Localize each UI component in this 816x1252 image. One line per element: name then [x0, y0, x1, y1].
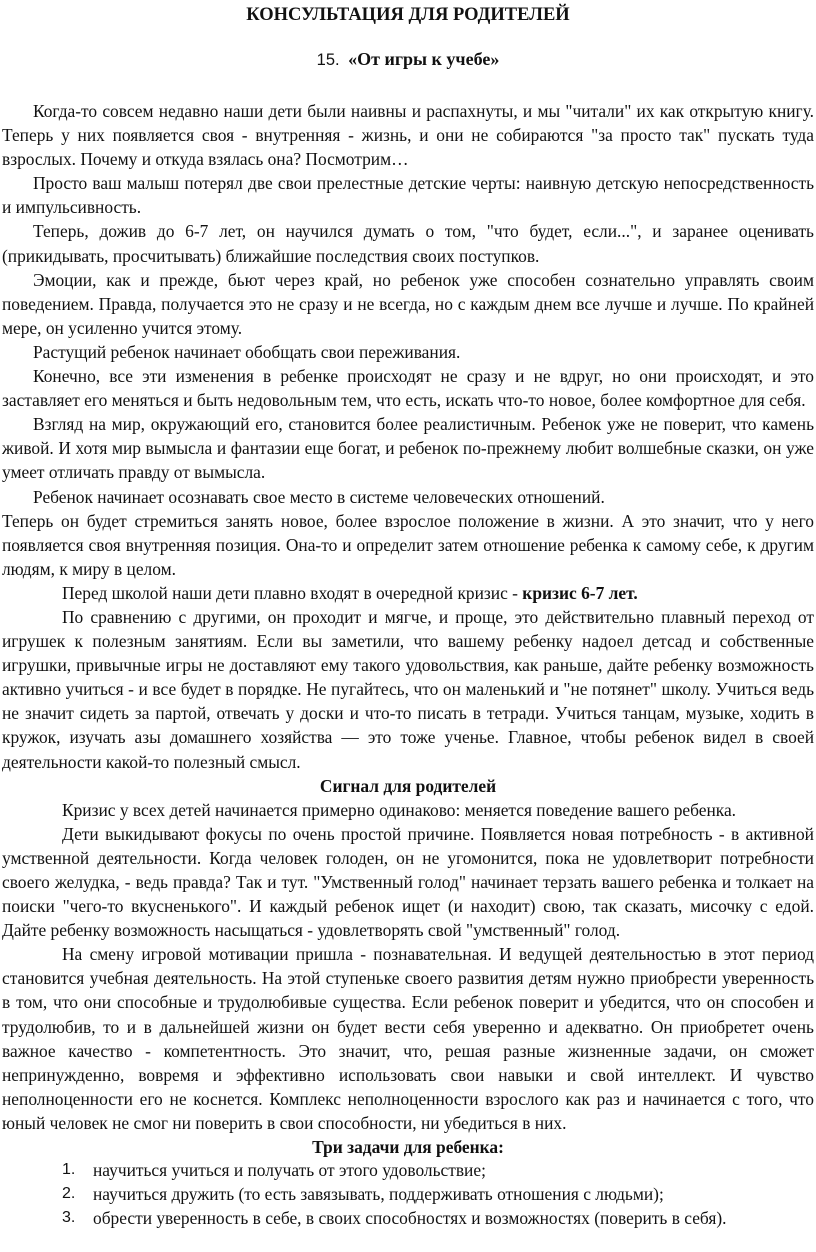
paragraph: Когда-то совсем недавно наши дети были наивны и распахнуты, и мы "читали" их как открытую книгу. Теперь у них появляется своя - внутренняя - жизнь, и они не собираются "за просто так" пускать туда взрослых. Почему и откуда взялась она? Посмотрим…	[2, 101, 814, 170]
list-item	[0, 1182, 816, 1206]
consultation-number: 15.	[316, 51, 340, 69]
list-item-number: 2.	[62, 1185, 76, 1203]
crisis-emphasis: кризис 6-7 лет.	[522, 582, 638, 603]
tasks-heading: Три задачи для ребенка:	[312, 1137, 504, 1158]
list-item-text: научиться дружить (то есть завязывать, поддерживать отношения с людьми);	[93, 1184, 664, 1205]
paragraph: По сравнению с другими, он проходит и мягче, и проще, это действительно плавный переход от игрушек к полезным занятиям. Если вы заметили, что вашему ребенку надоел детсад и собственные игрушки, привычные игры не доставляют ему такого удовольствия, как раньше, дайте ребенку возможность активно учиться - и все будет в порядке. Не пугайтесь, что он маленький и "не потянет" школу. Учиться ведь не значит сидеть за партой, отвечать у доски и что-то писать в тетради. Учиться танцам, музыке, ходить в кружок, изучать азы домашнего хозяйства — это тоже ученье. Главное, чтобы ребенок видел в своей деятельности какой-то полезный смысл.	[2, 606, 814, 772]
list-item	[0, 1206, 816, 1230]
paragraph: Теперь, дожив до 6-7 лет, он научился думать о том, "что будет, если...", и заранее оценивать (прикидывать, просчитывать) ближайшие последствия своих поступков.	[2, 221, 814, 266]
paragraph: Эмоции, как и прежде, бьют через край, но ребенок уже способен сознательно управлять своим поведением. Правда, получается это не сразу и не всегда, но с каждым днем все лучше и лучше. По крайней мере, он усиленно учится этому.	[2, 269, 814, 338]
list-item	[0, 1158, 816, 1182]
paragraph: Кризис у всех детей начинается примерно одинаково: меняется поведение вашего ребенка.	[62, 799, 737, 820]
paragraph: Просто ваш малыш потерял две свои прелестные детские черты: наивную детскую непосредственность и импульсивность.	[2, 173, 814, 218]
tasks-list	[0, 1158, 816, 1231]
consultation-subtitle	[0, 48, 816, 71]
paragraph: Взгляд на мир, окружающий его, становится более реалистичным. Ребенок уже не поверит, что камень живой. И хотя мир вымысла и фантазии еще богат, и ребенок по-прежнему любит волшебные сказки, он уже умеет отличать правду от вымысла.	[2, 414, 814, 483]
paragraph: Конечно, все эти изменения в ребенке происходят не сразу и не вдруг, но они происходят, и это заставляет его меняться и быть недовольным тем, что есть, искать что-то новое, более комфортное для себя.	[2, 366, 814, 411]
consultation-topic: «От игры к учебе»	[348, 49, 500, 69]
crisis-paragraph	[2, 581, 814, 605]
document-body	[2, 99, 814, 1159]
paragraph: На смену игровой мотивации пришла - познавательная. И ведущей деятельностью в этот период становится учебная деятельность. На этой ступеньке своего развития детям нужно приобрести уверенность в том, что они способные и трудолюбивые существа. Если ребенок поверит и убедится, что он способен и трудолюбив, то и в дальнейшей жизни он будет вести себя уверенно и адекватно. Он приобретет очень важное качество - компетентность. Это значит, что, решая разные жизненные задачи, он сможет непринужденно, вовремя и эффективно использовать свои навыки и свой интеллект. И чувство неполноценности его не коснется. Комплекс неполноценности взрослого как раз и начинается с того, что юный человек не смог ни поверить в свои способности, ни убедиться в них.	[2, 944, 814, 1133]
paragraph: Дети выкидывают фокусы по очень простой причине. Появляется новая потребность - в активной умственной деятельности. Когда человек голоден, он не угомонится, пока не удовлетворит потребности своего желудка, - ведь правда? Так и тут. "Умственный голод" начинает терзать вашего ребенка и толкает на поиски "чего-то вкусненького". И каждый ребенок ищет (и находит) свою, так сказать, мисочку с едой. Дайте ребенку возможность насыщаться - удовлетворять свой "умственный" голод.	[2, 823, 814, 941]
paragraph: Растущий ребенок начинает обобщать свои переживания.	[33, 341, 461, 362]
list-item-number: 3.	[62, 1209, 76, 1227]
paragraph: Ребенок начинает осознавать свое место в системе человеческих отношений.	[33, 486, 605, 507]
document-title: КОНСУЛЬТАЦИЯ ДЛЯ РОДИТЕЛЕЙ	[246, 5, 570, 25]
list-item-number: 1.	[62, 1161, 76, 1178]
crisis-lead: Перед школой наши дети плавно входят в очередной кризис -	[62, 582, 523, 603]
list-item-text: научиться учиться и получать от этого удовольствие;	[93, 1160, 486, 1180]
list-item-text: обрести уверенность в себе, в своих способностях и возможностях (поверить в себя).	[93, 1208, 727, 1229]
paragraph: Теперь он будет стремиться занять новое, более взрослое положение в жизни. А это значит, что у него появляется своя внутренняя позиция. Она-то и определит затем отношение ребенка к самому себе, к другим людям, к миру в целом.	[2, 510, 814, 579]
signal-heading: Сигнал для родителей	[319, 775, 497, 796]
